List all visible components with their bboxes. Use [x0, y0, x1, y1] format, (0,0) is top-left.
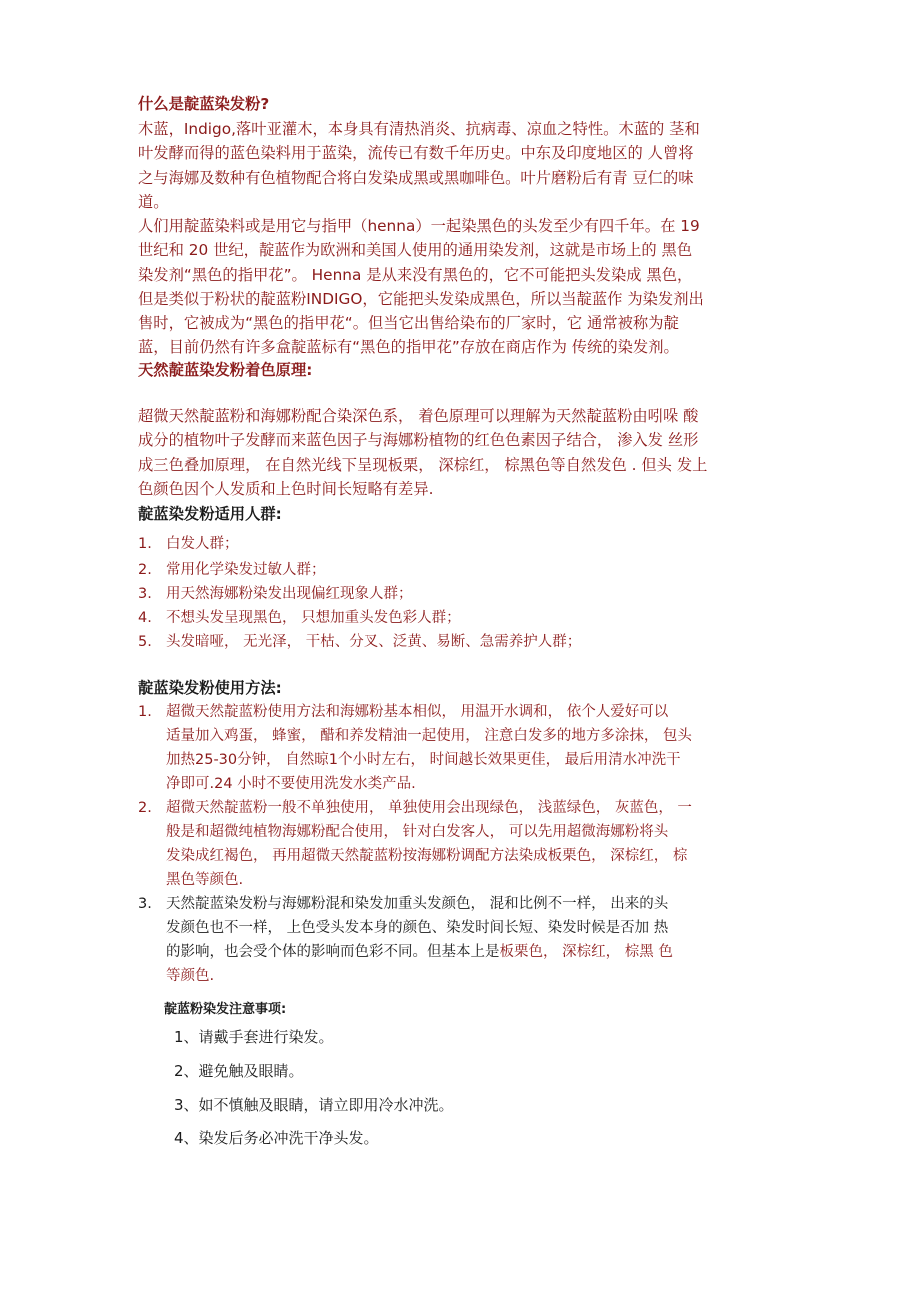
paragraph-indigo-history: 人们用靛蓝染料或是用它与指甲（henna）一起染黑色的头发至少有四千年。在 19 世纪和 20 世纪，靛蓝作为欧洲和美国人使用的通用染发剂，这就是市场上的 黑色 染发剂“黑色的指甲花”。 Henna 是从来没有黑色的，它不可能把头发染成 黑色， 但是类似于粉状的靛蓝粉INDIGO，它能把头发染成黑色，所以当靛蓝作 为染发剂出 售时，它被成为“黑色的指甲花“。但当它出售给染布的厂家时，它 通常被称为靛 蓝，目前仍然有许多盒靛蓝标有“黑色的指甲花”存放在商店作为 传统的染发剂。 [138, 217, 704, 357]
list-text: 头发暗哑， 无光泽， 干枯、分叉、泛黄、易断、急需养护人群； [166, 634, 582, 650]
list-text: 白发人群； [166, 536, 239, 552]
list-number: 4. [138, 610, 152, 626]
list-text-main: 天然靛蓝染发粉与海娜粉混和染发加重头发颜色， 混和比例不一样， 出来的头 发颜色也不一样， 上色受头发本身的颜色、染发时间长短、染发时候是否加 热 的影响，也会受个体的影响而色彩不同。但基本上是 [166, 896, 669, 960]
paragraph-indigo-intro: 木蓝，Indigo,落叶亚灌木，本身具有清热消炎、抗病毒、凉血之特性。木蓝的 茎和 叶发酵而得的蓝色染料用于蓝染，流传已有数千年历史。中东及印度地区的 人曾将 之与海娜及数种有色植物配合将白发染成黑或黑咖啡色。叶片磨粉后有青 豆仁的味 道。 [138, 120, 700, 211]
note-item: 2、避免触及眼睛。 [174, 1062, 304, 1080]
paragraph-principle: 超微天然靛蓝粉和海娜粉配合染深色系， 着色原理可以理解为天然靛蓝粉由吲哚 酸 成分的植物叶子发酵而来蓝色因子与海娜粉植物的红色色素因子结合， 渗入发 丝形 成三色叠加原理， 在自然光线下呈现板栗， 深棕红， 棕黑色等自然发色 . 但头 发上 色颜色因个人发质和上色时间长短略有差异. [138, 407, 708, 498]
heading-suitable: 靛蓝染发粉适用人群: [138, 505, 282, 523]
heading-principle: 天然靛蓝染发粉着色原理: [138, 361, 313, 379]
note-item: 4、染发后务必冲洗干净头发。 [174, 1129, 379, 1147]
list-text: 超微天然靛蓝粉一般不单独使用， 单独使用会出现绿色， 浅蓝绿色， 灰蓝色， 一 般是和超微纯植物海娜粉配合使用， 针对白发客人， 可以先用超微海娜粉将头 发染成红褐色， 再用超微天然靛蓝粉按海娜粉调配方法染成板栗色， 深棕红， 棕 黑色等颜色. [166, 800, 692, 888]
heading-what-is: 什么是靛蓝染发粉? [138, 95, 270, 113]
list-number: 3. [138, 586, 152, 602]
note-item: 1、请戴手套进行染发。 [174, 1028, 334, 1046]
list-number: 5. [138, 634, 152, 650]
list-text [166, 892, 788, 988]
list-number: 1. [138, 704, 152, 720]
list-text: 不想头发呈现黑色， 只想加重头发色彩人群； [166, 610, 461, 626]
list-text: 常用化学染发过敏人群； [166, 562, 326, 578]
list-text: 超微天然靛蓝粉使用方法和海娜粉基本相似， 用温开水调和， 依个人爱好可以 适量加入鸡蛋， 蜂蜜， 醋和养发精油一起使用， 注意白发多的地方多涂抹， 包头 加热25-30分钟， 自然晾1个小时左右， 时间越长效果更佳， 最后用清水冲洗干 净即可.24 小时不要使用洗发水类产品. [166, 704, 692, 792]
note-item: 3、如不慎触及眼睛，请立即用冷水冲洗。 [174, 1096, 454, 1114]
list-number: 1. [138, 536, 152, 552]
list-text: 用天然海娜粉染发出现偏红现象人群； [166, 586, 413, 602]
list-text-highlight: 板栗色， 深棕红， 棕黑 色 等颜色. [166, 944, 673, 984]
heading-notes: 靛蓝粉染发注意事项: [164, 1002, 287, 1017]
list-number: 2. [138, 800, 152, 816]
heading-usage: 靛蓝染发粉使用方法: [138, 679, 282, 697]
list-number: 2. [138, 562, 152, 578]
list-number: 3. [138, 896, 152, 912]
